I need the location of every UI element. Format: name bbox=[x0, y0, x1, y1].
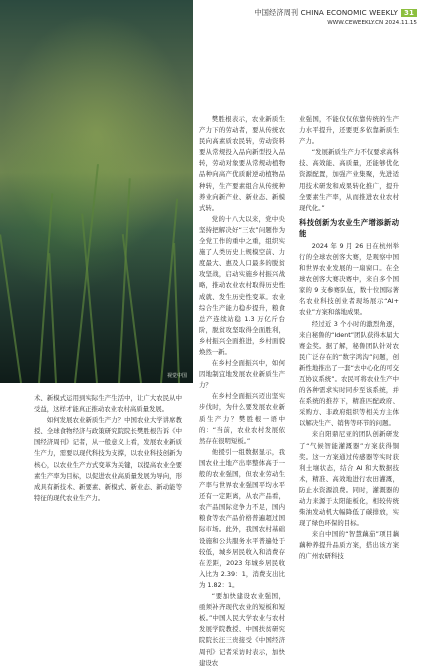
paragraph: “要加快建设农业强国，亟须补齐现代农业的短板和短板。”中国人民大学农业与农村发展学院教授、中国扶贫研究院院长汪三贵接受《中国经济周刊》记者采访时表示，加快建设农 bbox=[199, 592, 285, 667]
page-header bbox=[254, 8, 417, 26]
article-column-3 bbox=[299, 114, 399, 563]
magazine-title: 中国经济周刊 CHINA ECONOMIC WEEKLY bbox=[254, 8, 399, 17]
paragraph: 来自中国的“智慧藕茄”项目藕藕种养提升品质方案，搭出该方案的广州农研科技 bbox=[299, 530, 399, 561]
photo-credit: 视觉中国 bbox=[166, 373, 187, 379]
article-column-1 bbox=[34, 393, 182, 504]
paragraph: 党的十八大以来，党中央坚持把解决好“三农”问题作为全党工作的重中之重，组织实施了人类历史上规模空前、力度最大、惠及人口最多的脱贫攻坚战，启动实施乡村振兴战略，推动农业农村取得历史性成就、发生历史性变革。农业综合生产能力稳步提升，粮食总产连续站稳 1.3 万亿斤台阶，脱贫攻坚取得全面胜利，乡村振兴全面推进，乡村面貌焕然一新。 bbox=[199, 214, 285, 356]
paragraph: “发展新质生产力不仅要求高科技、高效能、高质量，还能够优化资源配置，加强产业集聚，先进适用技术研发和成果转化推广，提升全要素生产率，从而推进农业农村现代化。” bbox=[299, 148, 399, 212]
paragraph: 2024 年 9 月 26 日在杭州举行的全球农创客大赛，是观察中国和世界农业发展的一扇窗口。在全球农创客大赛决赛中，来自多个国家的 9 支参赛队伍，数十位国际著名农业科技创业者现场展示“AI+ 农业”方案和落地成果。 bbox=[299, 241, 399, 317]
issue-info bbox=[254, 20, 417, 26]
issue-date: 2024.11.15 bbox=[384, 20, 417, 26]
paragraph: 业强国，不能仅仅依靠传统的生产力水平提升，还要更多依靠新质生产力。 bbox=[299, 115, 399, 146]
paragraph: 来自阳鼎尼亚的团队创新研发了“气候智能灌溉器”方案获得铜奖。这一方案通过传感器等实时获利土壤状态，结合 AI 和大数据技术，精准、高效地进行农田灌溉，防止水资源浪费。同时，灌溉器的动力来源于太阳能板化，相较传统柴油发动机大幅降低了碳排放，实现了绿色环保的目标。 bbox=[299, 430, 399, 528]
magazine-title-row bbox=[254, 8, 417, 18]
paragraph: 如何发展农业新质生产力？中国农业大学讲席教授、全球食物经济与政策研究院院长樊胜根告诉《中国经济周刊》记者，从一般意义上看，发展农业新质生产力，需要以现代科技为支撑，以农业科技创新为核心，以农业生产方式变革为关键，以提高农业全要素生产率为目标，以促进农业高质量发展为导向，形成具有新技术、新要素、新模式、新业态、新动能等特征的现代农业生产力。 bbox=[34, 416, 182, 502]
paragraph: 术、新模式运用到实际生产生活中，让广大农民从中受益，这样才能真正推动农业农村高质量发展。 bbox=[34, 394, 182, 414]
section-heading: 科技创新为农业生产增添新动能 bbox=[299, 217, 399, 238]
paragraph: 他援引一组数据显示，我国农业土地产出率整体高于一般的农业强国，但农业劳动生产率与世界农业强国平均水平还有一定距离，从农产品看，农产品国际竞争力不足，国内粮食等农产品价格普遍超过国际市场。此外，我国农村基础设施和公共服务水平普遍处于较低，城乡居民收入和消费存在差距，2023 年城乡居民收入比为 2.39：1，消费支出比为 1.82：1。 bbox=[199, 447, 285, 589]
paragraph: 樊胜根表示，农业新质生产力下的劳动者，要从传统农民向高素质农民转，劳动资料要从常规投入品向新型投入品转，劳动对象要从常规动植物品种向高产优质耐逆动植物品种转，生产要素组合从传统种养业向新产业、新业态、新模式转。 bbox=[199, 115, 285, 212]
paragraph: 在乡村全面振兴中，如何因地制宜地发展农业新质生产力？ bbox=[199, 359, 285, 390]
paragraph: 经过近 3 个小时的激烈角逐，来自秘鲁的“Ident”团队获得本届大赛金奖。据了解，秘鲁团队针对农民广泛存在的“数字鸿沟”问题，创新性地推出了一套“去中心化的可交互协议系统”。农民可将农业生产中的各种需求实时同步至该系统，并在系统的推荐下，精准匹配政府、采购方、非政府组织等相关方主体以解决生产、销售等环节的问题。 bbox=[299, 319, 399, 428]
header-photo bbox=[0, 0, 193, 383]
page-number: 31 bbox=[401, 9, 417, 17]
website: WWW.CEWEEKLY.CN bbox=[327, 20, 384, 26]
article-column-2 bbox=[199, 114, 285, 669]
paragraph: 在乡村全面振兴迈出坚实步伐时，为什么要发展农业新质生产力？樊胜根一语中的：“当前，农业农村发展依然存在很明短板。” bbox=[199, 392, 285, 445]
